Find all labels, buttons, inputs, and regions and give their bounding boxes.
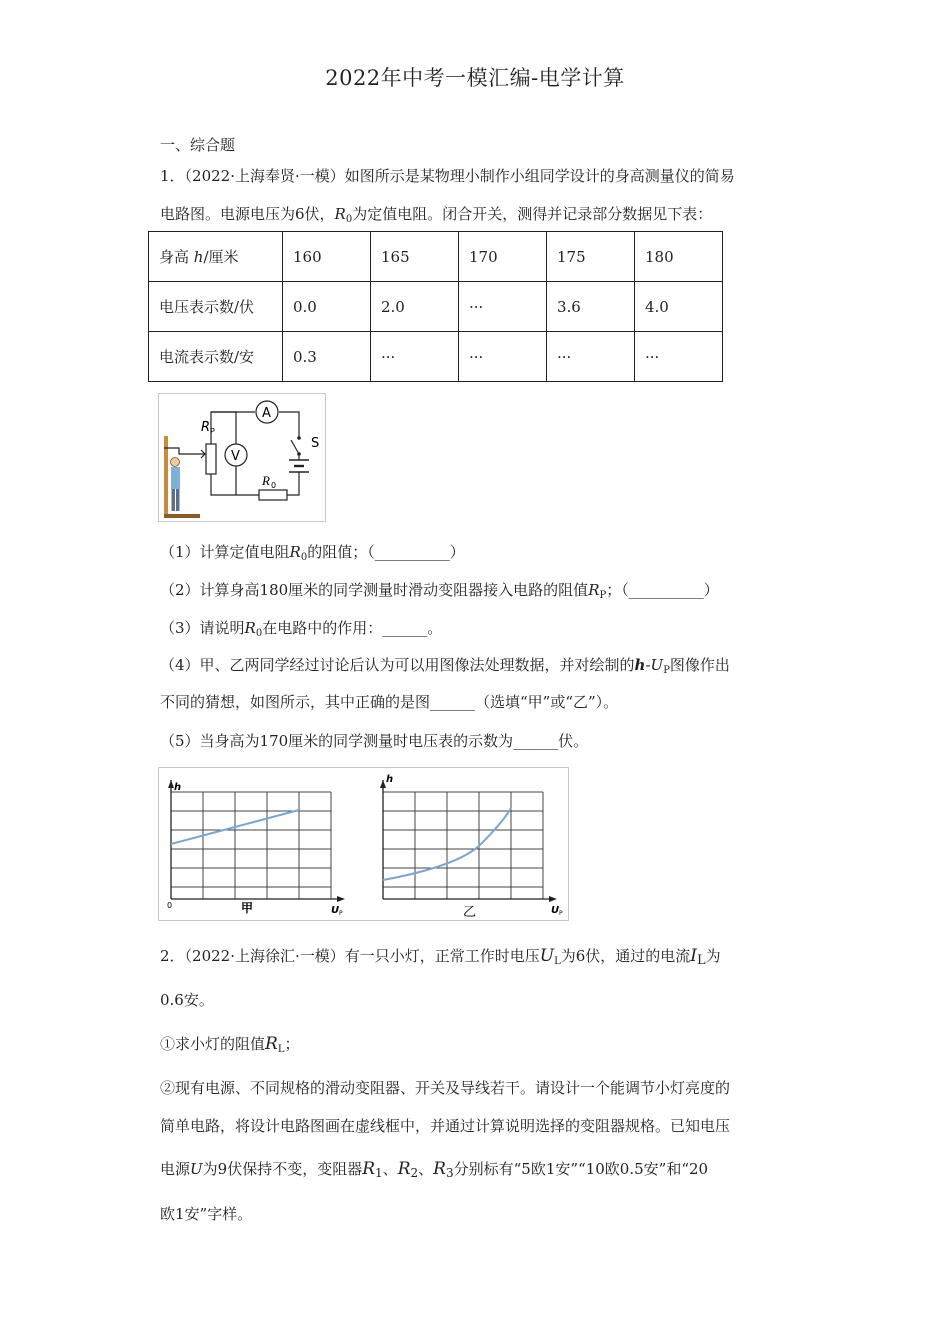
- r0-sub: 0: [271, 481, 277, 490]
- switch-blade: [291, 440, 299, 454]
- row-label: 电流表示数/安: [149, 332, 283, 382]
- person-head: [171, 458, 180, 467]
- ammeter-label: A: [262, 406, 271, 421]
- slider-arm: [164, 448, 195, 454]
- data-table: [148, 231, 723, 382]
- q2-part1: ①求小灯的阻值$R_L$；: [160, 1034, 300, 1055]
- row-label: 身高 h/厘米: [149, 232, 283, 282]
- wire: [287, 472, 299, 495]
- person-leg: [172, 489, 176, 511]
- switch-contact: [297, 436, 301, 440]
- table-cell: 180: [635, 232, 723, 282]
- table-row: [149, 232, 723, 282]
- table-cell: ···: [459, 282, 547, 332]
- section-heading: 一、综合题: [160, 136, 236, 154]
- q2-intro: 2．（2022·上海徐汇·一模）有一只小灯，正常工作时电压$U_L$为6伏，通过的电流$I_L$为: [160, 946, 721, 968]
- person-leg: [176, 489, 180, 511]
- resistor-r0: [259, 490, 287, 500]
- q1-sub5: （5）当身高为170厘米的同学测量时电压表的示数为______伏。: [160, 732, 589, 750]
- hu-graphs: [159, 768, 568, 920]
- caption-jia: 甲: [241, 901, 254, 915]
- q2-part2-line1: ②现有电源、不同规格的滑动变阻器、开关及导线若干。请设计一个能调节小灯亮度的: [160, 1079, 731, 1097]
- circuit-figure: [158, 393, 326, 522]
- table-cell: 2.0: [371, 282, 459, 332]
- graph-jia: [167, 780, 345, 917]
- table-cell: 3.6: [547, 282, 635, 332]
- graph-yi: [380, 774, 563, 920]
- switch-label: S: [311, 436, 320, 451]
- q2-part2-line3: 电源U为9伏保持不变，变阻器$R_1$、$R_2$、$R_3$分别标有“5欧1安”“10欧0.5安”和“20: [160, 1159, 709, 1180]
- voltmeter-label: V: [231, 449, 240, 464]
- origin-label: 0: [167, 901, 173, 910]
- graphs-figure: [158, 767, 569, 921]
- table-cell: 170: [459, 232, 547, 282]
- table-cell: ···: [547, 332, 635, 382]
- q2-part2-line4: 欧1安”字样。: [160, 1205, 253, 1223]
- circuit-diagram: [159, 394, 325, 521]
- table-cell: 175: [547, 232, 635, 282]
- q1-intro-line2: 电路图。电源电压为6伏，$R_0$为定值电阻。闭合开关，测得并记录部分数据见下表：: [160, 205, 713, 225]
- person-body: [171, 467, 180, 489]
- rp-label: R: [201, 420, 211, 435]
- wire: [211, 412, 255, 444]
- x-axis-label: U: [551, 905, 560, 916]
- table-cell: ···: [635, 332, 723, 382]
- table-cell: 165: [371, 232, 459, 282]
- q2-part2-line2: 简单电路，将设计电路图画在虚线框中，并通过计算说明选择的变阻器规格。已知电压: [160, 1117, 731, 1135]
- base-plate: [164, 514, 200, 518]
- x-axis-label: U: [331, 905, 340, 916]
- table-cell: ···: [371, 332, 459, 382]
- r0-label: R: [262, 473, 270, 488]
- svg-text:P: P: [559, 910, 563, 917]
- q1-sub1: （1）计算定值电阻$R_0$的阻值；（__________）: [160, 543, 465, 563]
- q1-sub3: （3）请说明$R_0$在电路中的作用：______。: [160, 619, 443, 639]
- slider-arrow: [195, 450, 205, 458]
- q1-sub4: （4）甲、乙两同学经过讨论后认为可以用图像法处理数据，并对绘制的$h-U_P$图像作出: [160, 656, 730, 676]
- table-cell: 4.0: [635, 282, 723, 332]
- q1-intro-line1: 1．（2022·上海奉贤·一模）如图所示是某物理小制作小组同学设计的身高测量仪的简易: [160, 167, 735, 185]
- q2-intro-line2: 0.6安。: [160, 991, 214, 1009]
- wire: [279, 412, 299, 438]
- row-label: 电压表示数/伏: [149, 282, 283, 332]
- rp-sub: P: [210, 427, 215, 436]
- page-title: 2022年中考一模汇编-电学计算: [325, 66, 625, 90]
- q1-sub4-line2: 不同的猜想，如图所示，其中正确的是图______（选填“甲”或“乙”）。: [160, 693, 619, 711]
- wire: [211, 474, 259, 495]
- caption-yi: 乙: [463, 905, 477, 920]
- table-row: [149, 282, 723, 332]
- q1-sub2: （2）计算身高180厘米的同学测量时滑动变阻器接入电路的阻值$R_P$；（__________）: [160, 581, 719, 601]
- table-cell: ···: [459, 332, 547, 382]
- table-cell: 0.0: [283, 282, 371, 332]
- table-row: [149, 332, 723, 382]
- rheostat-rp: [206, 444, 216, 474]
- y-axis-label: h: [386, 774, 394, 785]
- y-axis-label: h: [174, 782, 182, 793]
- svg-text:P: P: [339, 910, 343, 917]
- table-cell: 0.3: [283, 332, 371, 382]
- table-cell: 160: [283, 232, 371, 282]
